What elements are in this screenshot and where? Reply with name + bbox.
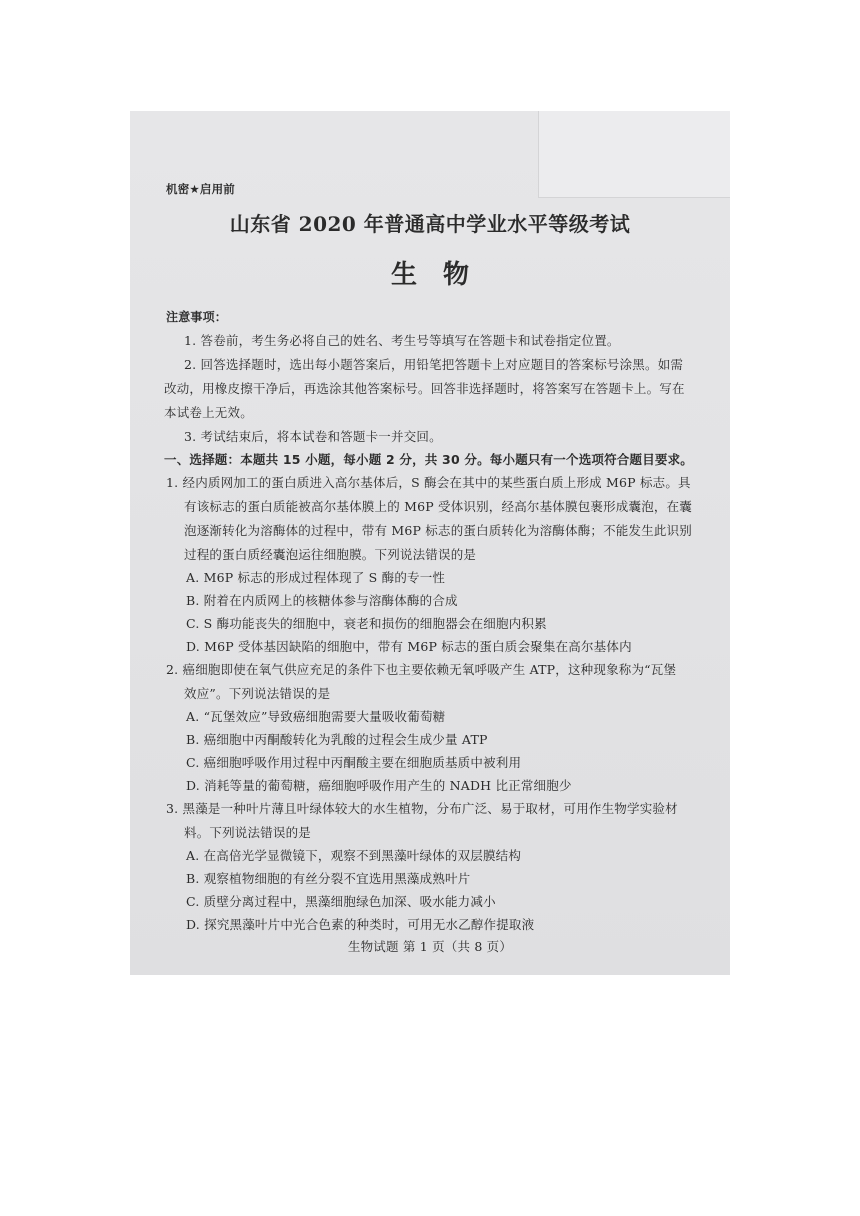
question-2-option-a: A. “瓦堡效应”导致癌细胞需要大量吸收葡萄糖 xyxy=(186,709,446,724)
question-3-option-c: C. 质壁分离过程中，黑藻细胞绿色加深、吸水能力减小 xyxy=(186,894,496,909)
notice-line: 1. 答卷前，考生务必将自己的姓名、考生号等填写在答题卡和试卷指定位置。 xyxy=(184,333,620,348)
question-1-stem: 有该标志的蛋白质能被高尔基体膜上的 M6P 受体识别，经高尔基体膜包裹形成囊泡，在囊 xyxy=(184,499,693,514)
question-1-option-b: B. 附着在内质网上的核糖体参与溶酶体酶的合成 xyxy=(186,593,458,608)
question-1-option-d: D. M6P 受体基因缺陷的细胞中，带有 M6P 标志的蛋白质会聚集在高尔基体内 xyxy=(186,639,632,654)
exam-paper-photo xyxy=(130,111,730,975)
notice-line: 2. 回答选择题时，选出每小题答案后，用铅笔把答题卡上对应题目的答案标号涂黑。如需 xyxy=(184,357,684,372)
notice-line: 改动，用橡皮擦干净后，再选涂其他答案标号。回答非选择题时，将答案写在答题卡上。写在 xyxy=(164,381,685,396)
exam-title: 山东省 2020 年普通高中学业水平等级考试 xyxy=(229,212,631,236)
question-3-stem: 料。下列说法错误的是 xyxy=(184,825,312,840)
notice-line: 本试卷上无效。 xyxy=(164,405,253,420)
question-2-stem: 效应”。下列说法错误的是 xyxy=(184,686,331,701)
question-1-stem: 泡逐渐转化为溶酶体的过程中，带有 M6P 标志的蛋白质转化为溶酶体酶；不能发生此识别 xyxy=(184,523,693,538)
exam-page xyxy=(130,111,730,975)
question-2-option-d: D. 消耗等量的葡萄糖，癌细胞呼吸作用产生的 NADH 比正常细胞少 xyxy=(186,778,572,793)
question-3-option-d: D. 探究黑藻叶片中光合色素的种类时，可用无水乙醇作提取液 xyxy=(186,917,535,932)
question-2-stem: 2. 癌细胞即使在氧气供应充足的条件下也主要依赖无氧呼吸产生 ATP，这种现象称为“瓦堡 xyxy=(166,662,677,677)
question-1-option-c: C. S 酶功能丧失的细胞中，衰老和损伤的细胞器会在细胞内积累 xyxy=(186,616,547,631)
question-2-option-b: B. 癌细胞中丙酮酸转化为乳酸的过程会生成少量 ATP xyxy=(186,732,488,747)
page-footer: 生物试题 第 1 页（共 8 页） xyxy=(347,939,513,954)
notice-line: 3. 考试结束后，将本试卷和答题卡一并交回。 xyxy=(184,429,442,444)
question-1-option-a: A. M6P 标志的形成过程体现了 S 酶的专一性 xyxy=(186,570,446,585)
question-3-stem: 3. 黑藻是一种叶片薄且叶绿体较大的水生植物，分布广泛、易于取材，可用作生物学实验材 xyxy=(166,801,678,816)
confidential-label: 机密★启用前 xyxy=(166,182,236,196)
question-1-stem: 过程的蛋白质经囊泡运往细胞膜。下列说法错误的是 xyxy=(184,547,477,562)
question-3-option-a: A. 在高倍光学显微镜下，观察不到黑藻叶绿体的双层膜结构 xyxy=(186,848,522,863)
question-2-option-c: C. 癌细胞呼吸作用过程中丙酮酸主要在细胞质基质中被利用 xyxy=(186,755,522,770)
subject-title: 生物 xyxy=(390,260,495,290)
notice-heading: 注意事项： xyxy=(166,310,228,324)
question-1-stem: 1. 经内质网加工的蛋白质进入高尔基体后，S 酶会在其中的某些蛋白质上形成 M6P 标志。具 xyxy=(166,475,691,490)
question-3-option-b: B. 观察植物细胞的有丝分裂不宜选用黑藻成熟叶片 xyxy=(186,871,471,886)
section-heading: 一、选择题：本题共 15 小题，每小题 2 分，共 30 分。每小题只有一个选项符合题目要求。 xyxy=(164,452,693,467)
